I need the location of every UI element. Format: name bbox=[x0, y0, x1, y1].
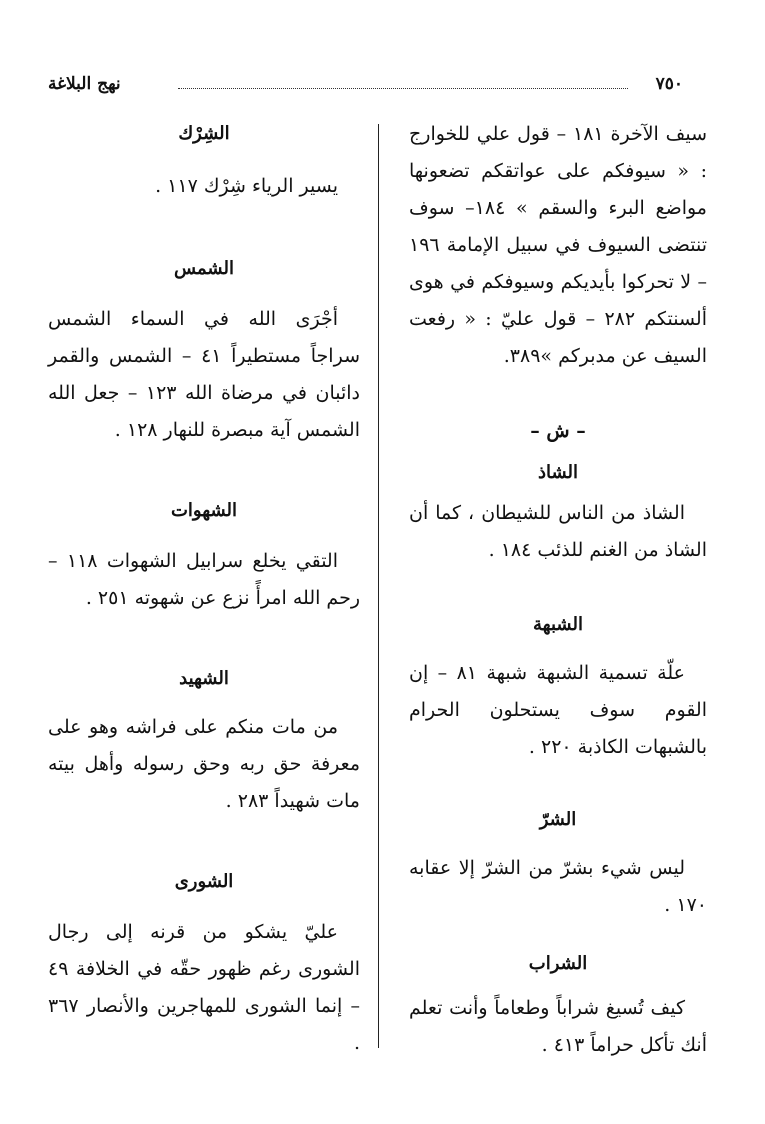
section-title: الشمس bbox=[174, 258, 234, 279]
section-text: أجْرَى الله في السماء الشمس سراجاً مستطيراً ٤١ – الشمس والقمر دائبان في مرضاة الله ١٢٣ – جعل الله الشمس آية مبصرة للنهار ١٢٨ . bbox=[48, 308, 360, 441]
page-number: ٧٥٠ bbox=[655, 74, 683, 94]
section-text: علّة تسمية الشبهة شبهة ٨١ – إن القوم سوف يستحلون الحرام بالشبهات الكاذبة ٢٢٠ . bbox=[409, 662, 707, 758]
book-title: نهج البلاغة bbox=[48, 74, 121, 94]
letter-heading: – ش – bbox=[530, 420, 586, 442]
section-text: يسير الرياء شِرْك ١١٧ . bbox=[155, 175, 338, 197]
section-title: الشهيد bbox=[179, 668, 229, 689]
section-text: التقي يخلع سرابيل الشهوات ١١٨ – رحم الله امرأً نزع عن شهوته ٢٥١ . bbox=[48, 550, 360, 609]
section-title: الشهوات bbox=[170, 500, 238, 521]
right-column bbox=[409, 116, 707, 1064]
section-text: من مات منكم على فراشه وهو على معرفة حق ربه وحق رسوله وأهل بيته مات شهيداً ٢٨٣ . bbox=[48, 716, 360, 812]
column-divider bbox=[378, 124, 379, 1048]
section-text: كيف تُسيغ شراباً وطعاماً وأنت تعلم أنك تأكل حراماً ٤١٣ . bbox=[409, 997, 707, 1056]
page-header bbox=[48, 72, 683, 102]
section-text: الشاذ من الناس للشيطان ، كما أن الشاذ من الغنم للذئب ١٨٤ . bbox=[409, 502, 707, 561]
section-text: ليس شيء بشرّ من الشرّ إلا عقابه ١٧٠ . bbox=[409, 857, 707, 916]
section-title: الشبهة bbox=[533, 614, 583, 635]
section-title: الشراب bbox=[528, 953, 588, 974]
intro-paragraph: سيف الآخرة ١٨١ – قول علي للخوارج : « سيوفكم على عواتقكم تضعونها مواضع البرء والسقم » ١٨٤– سوف تنتضى السيوف في سبيل الإمامة ١٩٦ – لا تحركوا بأيديكم وسيوفكم في هوى ألسنتكم ٢٨٢ – قول عليّ : « رفعت السيف عن مدبركم »٣٨٩. bbox=[409, 123, 707, 367]
section-text: عليّ يشكو من قرنه إلى رجال الشورى رغم ظهور حقّه في الخلافة ٤٩ – إنما الشورى للمهاجرين والأنصار ٣٦٧ . bbox=[48, 921, 360, 1054]
left-column bbox=[48, 116, 360, 1062]
section-title: الشاذ bbox=[537, 462, 579, 483]
section-title: الشرّ bbox=[539, 809, 577, 830]
header-dotted-rule bbox=[178, 88, 628, 89]
section-title: الشِرْك bbox=[178, 123, 230, 144]
section-title: الشورى bbox=[174, 871, 234, 892]
